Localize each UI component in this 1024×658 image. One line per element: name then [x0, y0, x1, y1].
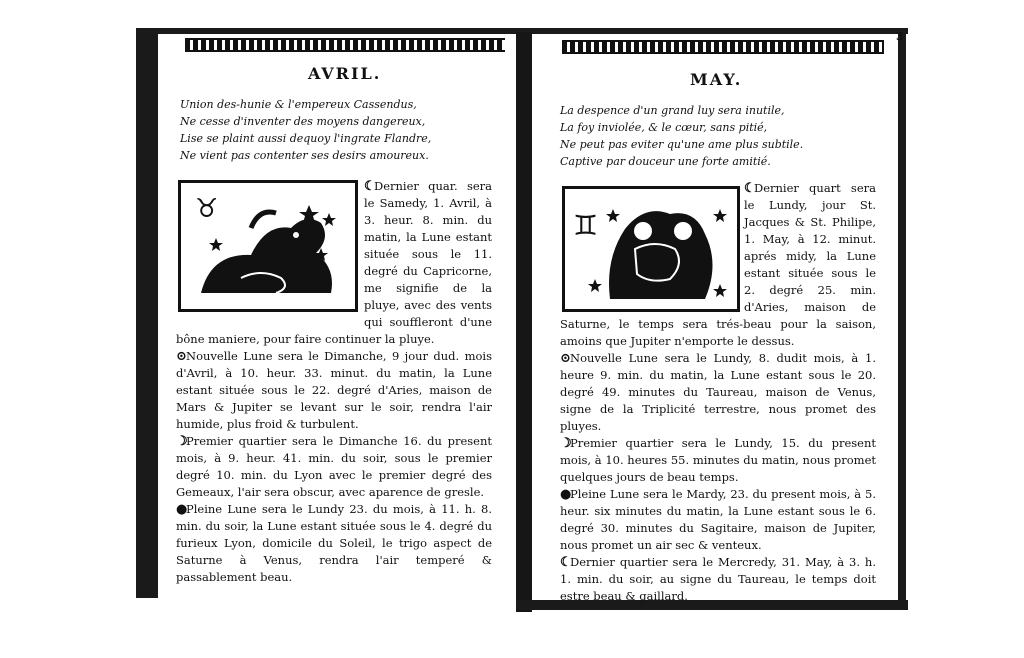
left-body-text [176, 178, 492, 586]
paragraph-first-quarter: ☽Premier quartier sera le Dimanche 16. du present mois, à 9. heur. 41. min. du soir, sous le premier degré 10. min. du Lyon avec le premier degré des Gemeaux, l'air sera obscur, avec aparence de gresle. [176, 434, 492, 499]
right-month-title: MAY. [690, 70, 743, 89]
full-moon-icon: ● [560, 487, 572, 502]
taurus-sign-glyph: ♉ [195, 194, 219, 224]
verse-line: Ne cesse d'inventer des moyens dangereux, [180, 115, 426, 128]
full-moon-icon: ● [176, 502, 188, 517]
paragraph-last-quarter-end: ☾Dernier quartier sera le Mercredy, 31. May, à 3. h. 1. min. du soir, au signe du Taureau, le temps doit estre beau & gaillard. [560, 555, 876, 603]
paragraph-full-moon: ●Pleine Lune sera le Mardy, 23. du present mois, à 5. heur. six minutes du matin, la Lune estant sous le 6. degré 30. minutes du Sagitaire, maison de Jupiter, nous promet un air sec & venteux. [560, 487, 876, 552]
right-header-ornament [562, 40, 884, 54]
left-page-shadow [136, 28, 158, 598]
verse-line: Captive par douceur une forte amitié. [560, 155, 771, 168]
paragraph-last-quarter: ☾Dernier quart sera le Lundy, jour St. Jacques & St. Philipe, 1. May, à 12. minut. aprés midy, la Lune estant située sous le 2. degré 25. min. d'Aries, maison de Saturne, le temps sera trés-beau pour la saison, amoins que Jupiter n'emporte le dessus. [560, 181, 876, 348]
left-verses [180, 96, 510, 164]
new-moon-icon: ⊙ [176, 349, 187, 364]
left-month-title: AVRIL. [308, 64, 382, 83]
left-header-ornament [185, 38, 505, 52]
paragraph-first-quarter: ☽Premier quartier sera le Lundy, 15. du present mois, à 10. heures 55. minutes du matin, nous promet quelques jours de beau temps. [560, 436, 876, 484]
paragraph-last-quarter: ☾Dernier quar. sera le Samedy, 1. Avril, à 3. heur. 8. min. du matin, la Lune estant située sous le 11. degré du Capricorne, me signifie de la pluye, avec des vents qui souffleront d'une bône maniere, pour faire continuer la pluye. [176, 179, 492, 346]
verse-line: Lise se plaint aussi dequoy l'ingrate Flandre, [180, 132, 432, 145]
right-verses [560, 102, 890, 170]
right-page-edge [898, 28, 906, 608]
new-moon-icon: ⊙ [560, 351, 571, 366]
gemini-sign-glyph: ♊ [573, 209, 599, 242]
first-quarter-moon-icon: ☽ [560, 436, 572, 451]
verse-line: La despence d'un grand luy sera inutile, [560, 104, 785, 117]
verse-line: La foy inviolée, & le cœur, sans pitié, [560, 121, 768, 134]
paragraph-full-moon: ●Pleine Lune sera le Lundy 23. du mois, à 11. h. 8. min. du soir, la Lune estant située sous le 4. degré du furieux Lyon, domicile du Soleil, le trigo aspect de Saturne à Venus, rendra l'air temperé & passablement beau. [176, 502, 492, 584]
last-quarter-moon-icon: ☾ [560, 555, 572, 570]
page-number: 3 [896, 30, 904, 43]
paragraph-new-moon: ⊙Nouvelle Lune sera le Dimanche, 9 jour dud. mois d'Avril, à 10. heur. 33. minut. du matin, la Lune estant située sous le 22. degré d'Aries, maison de Mars & Jupiter se levant sur le soir, rendra l'air humide, plus froid & turbulent. [176, 349, 492, 431]
first-quarter-moon-icon: ☽ [176, 434, 188, 449]
verse-line: Ne vient pas contenter ses desirs amoureux. [180, 149, 429, 162]
last-quarter-moon-icon: ☾ [364, 179, 376, 194]
last-quarter-moon-icon: ☾ [744, 181, 756, 196]
verse-line: Ne peut pas eviter qu'une ame plus subtile. [560, 138, 804, 151]
verse-line: Union des-hunie & l'empereux Cassendus, [180, 98, 417, 111]
paragraph-new-moon: ⊙Nouvelle Lune sera le Lundy, 8. dudit mois, à 1. heure 9. min. du matin, la Lune estant sous le 20. degré 49. minutes du Taureau, maison de Venus, signe de la Triplicité terrestre, nous promet des pluyes. [560, 351, 876, 433]
right-body-text [560, 180, 876, 605]
center-gutter [516, 32, 532, 612]
